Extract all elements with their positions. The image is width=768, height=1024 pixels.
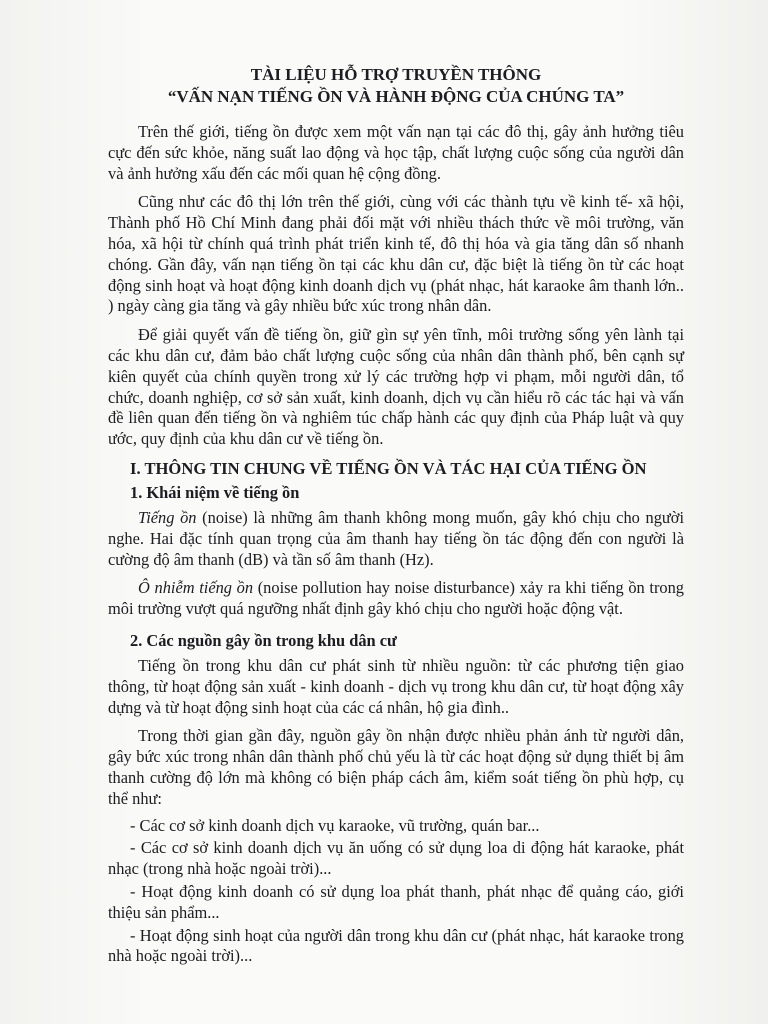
source-bullet-4 (108, 926, 684, 968)
definition-noise-pollution-text: (noise pollution hay noise disturbance) xảy ra khi tiếng ồn trong môi trường vượt quá ngưỡng nhất định gây khó chịu cho người hoặc động vật. (108, 578, 684, 619)
source-bullet-3 (108, 882, 684, 924)
intro-paragraph-1: Trên thế giới, tiếng ồn được xem một vấn nạn tại các đô thị, gây ảnh hưởng tiêu cực đến sức khỏe, năng suất lao động và học tập, chất lượng cuộc sống của người dân và ảnh hưởng xấu đến các mối quan hệ cộng đồng. (108, 122, 684, 183)
source-bullet-1: - Các cơ sở kinh doanh dịch vụ karaoke, vũ trường, quán bar... (130, 815, 540, 835)
title-line-2: “VẤN NẠN TIẾNG ỒN VÀ HÀNH ĐỘNG CỦA CHÚNG TA” (167, 87, 625, 106)
intro-paragraph-3: Để giải quyết vấn đề tiếng ồn, giữ gìn sự yên tĩnh, môi trường sống yên lành tại các khu dân cư, đảm bảo chất lượng cuộc sống của nhân dân thành phố, bên cạnh sự kiên quyết của chính quyền trong xử lý các trường hợp vi phạm, mỗi người dân, tổ chức, doanh nghiệp, cơ sở sản xuất, kinh doanh, dịch vụ cần hiểu rõ các tác hại và vấn đề liên quan đến tiếng ồn và nghiêm túc chấp hành các quy định của Pháp luật và quy ước, quy định của khu dân cư về tiếng ồn. (108, 325, 684, 449)
sources-paragraph-2: Trong thời gian gần đây, nguồn gây ồn nhận được nhiều phản ánh từ người dân, gây bức xúc trong nhân dân thành phố chủ yếu là từ các hoạt động sử dụng thiết bị âm thanh cường độ lớn mà không có biện pháp cách âm, kiểm soát tiếng ồn phù hợp, cụ thể như: (108, 726, 684, 808)
definition-noise-pollution-term: Ô nhiễm tiếng ồn (138, 578, 254, 598)
document-title (108, 64, 684, 108)
source-bullet-3-text: - Hoạt động kinh doanh có sử dụng loa phát thanh, phát nhạc để quảng cáo, giới thiệu sản phẩm... (108, 881, 684, 922)
definition-noise (108, 508, 684, 570)
subsection-2-heading: 2. Các nguồn gây ồn trong khu dân cư (130, 630, 397, 650)
section-1-heading: I. THÔNG TIN CHUNG VỀ TIẾNG ỒN VÀ TÁC HẠI CỦA TIẾNG ỒN (130, 458, 647, 478)
sources-paragraph-1: Tiếng ồn trong khu dân cư phát sinh từ nhiều nguồn: từ các phương tiện giao thông, từ hoạt động sản xuất - kinh doanh - dịch vụ trong khu dân cư, từ hoạt động xây dựng và từ hoạt động sinh hoạt của các cá nhân, hộ gia đình.. (108, 655, 684, 717)
source-bullet-4-text: - Hoạt động sinh hoạt của người dân trong khu dân cư (phát nhạc, hát karaoke trong nhà hoặc ngoài trời)... (108, 925, 684, 966)
definition-noise-term: Tiếng ồn (138, 507, 197, 527)
source-bullet-2-text: - Các cơ sở kinh doanh dịch vụ ăn uống có sử dụng loa di động hát karaoke, phát nhạc (trong nhà hoặc ngoài trời)... (108, 838, 684, 879)
intro-paragraph-2: Cũng như các đô thị lớn trên thế giới, cùng với các thành tựu về kinh tế- xã hội, Thành phố Hồ Chí Minh đang phải đối mặt với nhiều thách thức về môi trường, văn hóa, xã hội từ chính quá trình phát triển kinh tế, đô thị hóa và gia tăng dân số nhanh chóng. Gần đây, vấn nạn tiếng ồn tại các khu dân cư, đặc biệt là tiếng ồn từ các hoạt động sinh hoạt và hoạt động kinh doanh dịch vụ (phát nhạc, hát karaoke âm thanh lớn.. ) ngày càng gia tăng và gây nhiều bức xúc trong nhân dân. (108, 192, 684, 316)
definition-noise-text: (noise) là những âm thanh không mong muốn, gây khó chịu cho người nghe. Hai đặc tính quan trọng của âm thanh hay tiếng ồn tác động đến con người là cường độ âm thanh (dB) và tần số âm thanh (Hz). (108, 507, 685, 569)
title-line-1: TÀI LIỆU HỖ TRỢ TRUYỀN THÔNG (250, 65, 542, 84)
definition-noise-pollution (108, 578, 684, 620)
subsection-1-heading: 1. Khái niệm về tiếng ồn (130, 482, 300, 502)
source-bullet-2 (108, 838, 684, 880)
